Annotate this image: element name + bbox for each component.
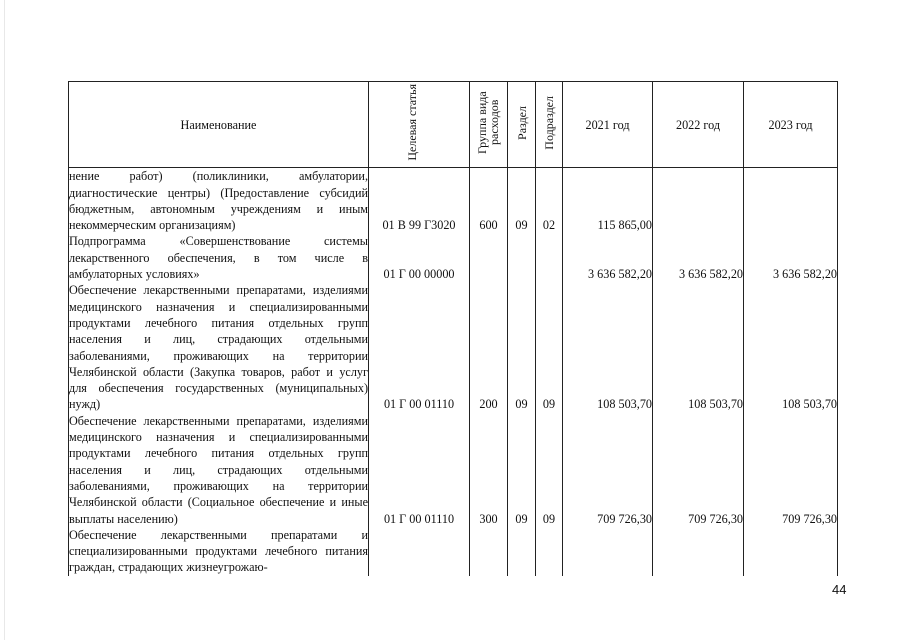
row-subsection [536, 527, 563, 576]
row-amount-2021: 3 636 582,20 [563, 233, 653, 282]
row-amount-2022: 108 503,70 [653, 282, 744, 412]
row-target-article: 01 В 99 Г3020 [369, 168, 470, 234]
row-target-article: 01 Г 00 01110 [369, 282, 470, 412]
header-2023: 2023 год [744, 82, 838, 168]
row-expense-group [470, 233, 508, 282]
row-expense-group [470, 527, 508, 576]
row-amount-2021: 115 865,00 [563, 168, 653, 234]
row-section [508, 527, 536, 576]
row-amount-2021: 108 503,70 [563, 282, 653, 412]
table-row [69, 233, 838, 282]
row-section: 09 [508, 168, 536, 234]
row-amount-2022 [653, 527, 744, 576]
header-section: Раздел [508, 82, 536, 168]
row-name: Обеспечение лекарственными препаратами, изделиями медицинского назначения и специализированными продуктами лечебного питания отдельных групп населения и лиц, страдающих отдельными заболеваниями, проживающих на территории Челябинской области (Социальное обеспечение и иные выплаты населению) [69, 413, 368, 526]
scan-edge-line [4, 0, 5, 640]
table-header-row [69, 82, 838, 168]
row-amount-2022: 3 636 582,20 [653, 233, 744, 282]
row-section: 09 [508, 282, 536, 412]
row-name: Обеспечение лекарственными препаратами и специализированными продуктами лечебного питания граждан, страдающих жизнеугрожаю- [69, 527, 368, 575]
table-row [69, 413, 838, 527]
row-section: 09 [508, 413, 536, 527]
header-subsection: Подраздел [536, 82, 563, 168]
row-amount-2021 [563, 527, 653, 576]
row-target-article: 01 Г 00 01110 [369, 413, 470, 527]
header-target-article: Целевая статья [369, 82, 470, 168]
row-expense-group: 600 [470, 168, 508, 234]
row-name: Обеспечение лекарственными препаратами, изделиями медицинского назначения и специализированными продуктами лечебного питания отдельных групп населения и лиц, страдающих отдельными заболеваниями, проживающих на территории Челябинской области (Закупка товаров, работ и услуг для обеспечения государственных (муниципальных) нужд) [69, 283, 368, 412]
row-amount-2021: 709 726,30 [563, 413, 653, 527]
row-amount-2023: 108 503,70 [744, 282, 838, 412]
row-section [508, 233, 536, 282]
row-target-article: 01 Г 00 00000 [369, 233, 470, 282]
row-name: Подпрограмма «Совершенствование системы лекарственного обеспечения, в том числе в амбулаторных условиях» [69, 234, 368, 282]
row-amount-2023 [744, 168, 838, 234]
row-amount-2022: 709 726,30 [653, 413, 744, 527]
row-amount-2022 [653, 168, 744, 234]
page-number: 44 [832, 582, 847, 597]
table-row [69, 168, 838, 234]
table-row [69, 282, 838, 412]
row-subsection [536, 233, 563, 282]
row-amount-2023: 3 636 582,20 [744, 233, 838, 282]
row-subsection: 02 [536, 168, 563, 234]
row-expense-group: 300 [470, 413, 508, 527]
row-subsection: 09 [536, 413, 563, 527]
table-row [69, 527, 838, 576]
budget-table [68, 81, 838, 576]
header-name: Наименование [69, 82, 369, 168]
header-expense-group: Группа вида расходов [470, 82, 508, 168]
row-expense-group: 200 [470, 282, 508, 412]
row-target-article [369, 527, 470, 576]
row-name: нение работ) (поликлиники, амбулатории, диагностические центры) (Предоставление субсидий бюджетным, автономным учреждениям и иным некоммерческим организациям) [69, 169, 368, 233]
row-amount-2023 [744, 527, 838, 576]
row-amount-2023: 709 726,30 [744, 413, 838, 527]
row-subsection: 09 [536, 282, 563, 412]
header-2021: 2021 год [563, 82, 653, 168]
header-2022: 2022 год [653, 82, 744, 168]
